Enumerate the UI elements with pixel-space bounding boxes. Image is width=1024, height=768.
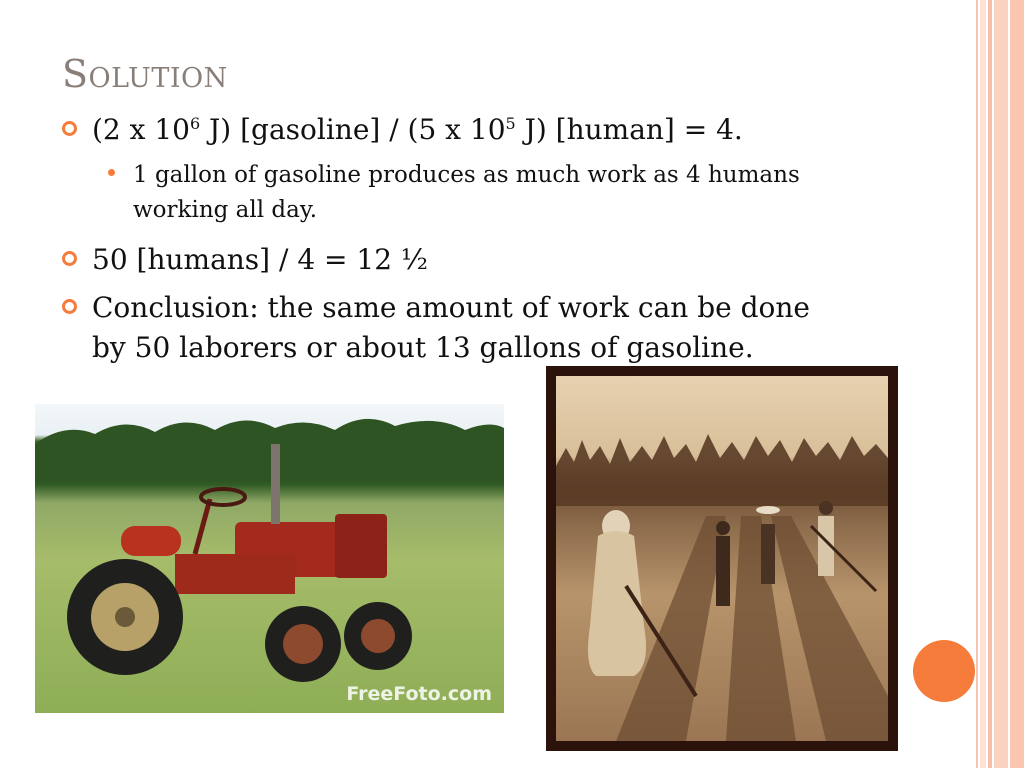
bullet-conclusion — [62, 288, 832, 368]
conclusion-text: Conclusion: the same amount of work can be done by 50 laborers or about 13 gallons of gasoline. — [92, 291, 810, 364]
slide-content — [62, 110, 832, 376]
slide-title: Solution — [62, 52, 228, 96]
decorative-circle — [913, 640, 975, 702]
equation-text: (2 x $10^6$ J) [gasoline] / (5 x $10^5$ J) [human] = 4. — [92, 113, 743, 146]
humans-text: 50 [humans] / 4 = 12 ½ — [92, 243, 429, 276]
field-workers-photo — [546, 366, 898, 751]
sub-bullet-gallon — [108, 158, 832, 228]
bullet-equation — [62, 110, 832, 150]
bullet-humans — [62, 240, 832, 280]
gallon-text: 1 gallon of gasoline produces as much work as 4 humans working all day. — [133, 162, 800, 223]
bullet-ring-icon — [62, 251, 77, 266]
tractor-photo — [35, 404, 504, 713]
bullet-dot-icon — [108, 169, 115, 176]
decorative-stripes — [976, 0, 1024, 768]
freefoto-watermark: FreeFoto.com — [346, 683, 492, 705]
bullet-ring-icon — [62, 299, 77, 314]
bullet-ring-icon — [62, 121, 77, 136]
